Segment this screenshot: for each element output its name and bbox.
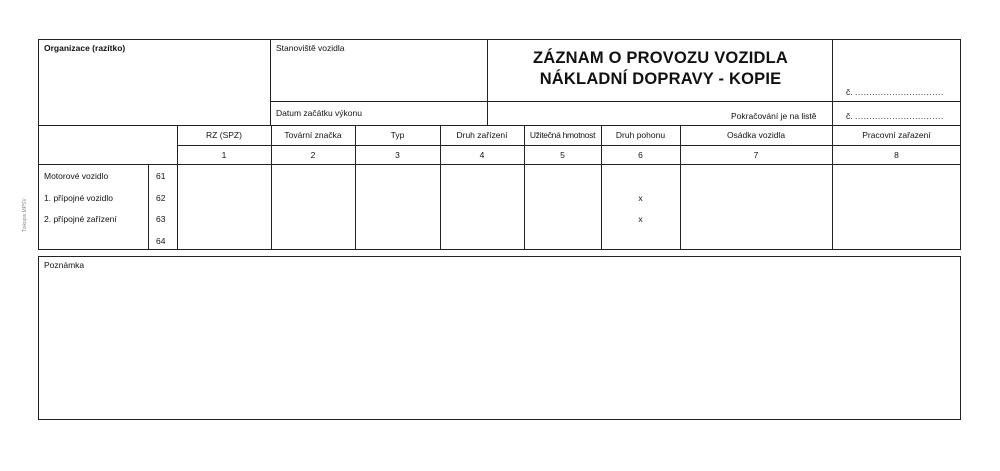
column-header: Typ (390, 130, 405, 140)
pokracovani-label: Pokračování je na listě (731, 111, 817, 121)
column-header: Druh zařízení (456, 130, 508, 140)
column-number: 1 (221, 150, 227, 160)
column-header: Pracovní zařazení (862, 130, 931, 140)
side-imprint: Tiskopis MPSV (22, 198, 28, 232)
column-number: 8 (894, 150, 899, 160)
column-header: RZ (SPZ) (206, 130, 242, 140)
divider (177, 125, 178, 250)
divider (271, 125, 272, 250)
row-mark: x (638, 193, 643, 203)
column-number: 3 (395, 150, 400, 160)
list-number-field[interactable] (846, 111, 944, 121)
row-label: Motorové vozidlo (44, 171, 109, 181)
document-title (488, 48, 833, 90)
row-mark: x (638, 214, 643, 224)
divider (148, 164, 149, 250)
row-code: 61 (156, 171, 166, 181)
divider (680, 125, 681, 250)
list-number-prefix: č. (846, 111, 853, 121)
divider (601, 125, 602, 250)
datum-label: Datum začátku výkonu (276, 108, 362, 118)
row-label: 2. přípojné zařízení (44, 214, 117, 224)
organizace-label: Organizace (razítko) (44, 43, 126, 53)
divider (270, 39, 271, 126)
divider (524, 125, 525, 250)
row-label: 1. přípojné vozidlo (44, 193, 113, 203)
divider (832, 125, 833, 250)
column-number: 6 (638, 150, 643, 160)
divider (177, 145, 961, 146)
divider (270, 101, 961, 102)
list-number-dots: ............................... (855, 111, 944, 121)
record-number-prefix: č. (846, 87, 853, 97)
row-code: 64 (156, 236, 166, 246)
divider (440, 125, 441, 250)
column-number: 2 (310, 150, 316, 160)
row-code: 62 (156, 193, 166, 203)
column-header: Osádka vozidla (726, 130, 786, 140)
column-number: 5 (560, 150, 565, 160)
column-number: 7 (753, 150, 759, 160)
divider (355, 125, 356, 250)
record-number-field[interactable] (846, 87, 944, 97)
title-line-2: NÁKLADNÍ DOPRAVY - KOPIE (539, 70, 782, 88)
column-header: Tovární značka (284, 130, 342, 140)
record-number-dots: ............................... (855, 87, 944, 97)
column-header: Druh pohonu (615, 130, 666, 140)
row-code: 63 (156, 214, 166, 224)
column-header: Užitečná hmotnost (529, 130, 596, 140)
column-number: 4 (479, 150, 485, 160)
stanoviste-label: Stanoviště vozidla (276, 43, 345, 53)
notes-box[interactable] (38, 256, 961, 420)
title-line-1: ZÁZNAM O PROVOZU VOZIDLA (532, 49, 789, 67)
notes-label: Poznámka (44, 260, 85, 270)
